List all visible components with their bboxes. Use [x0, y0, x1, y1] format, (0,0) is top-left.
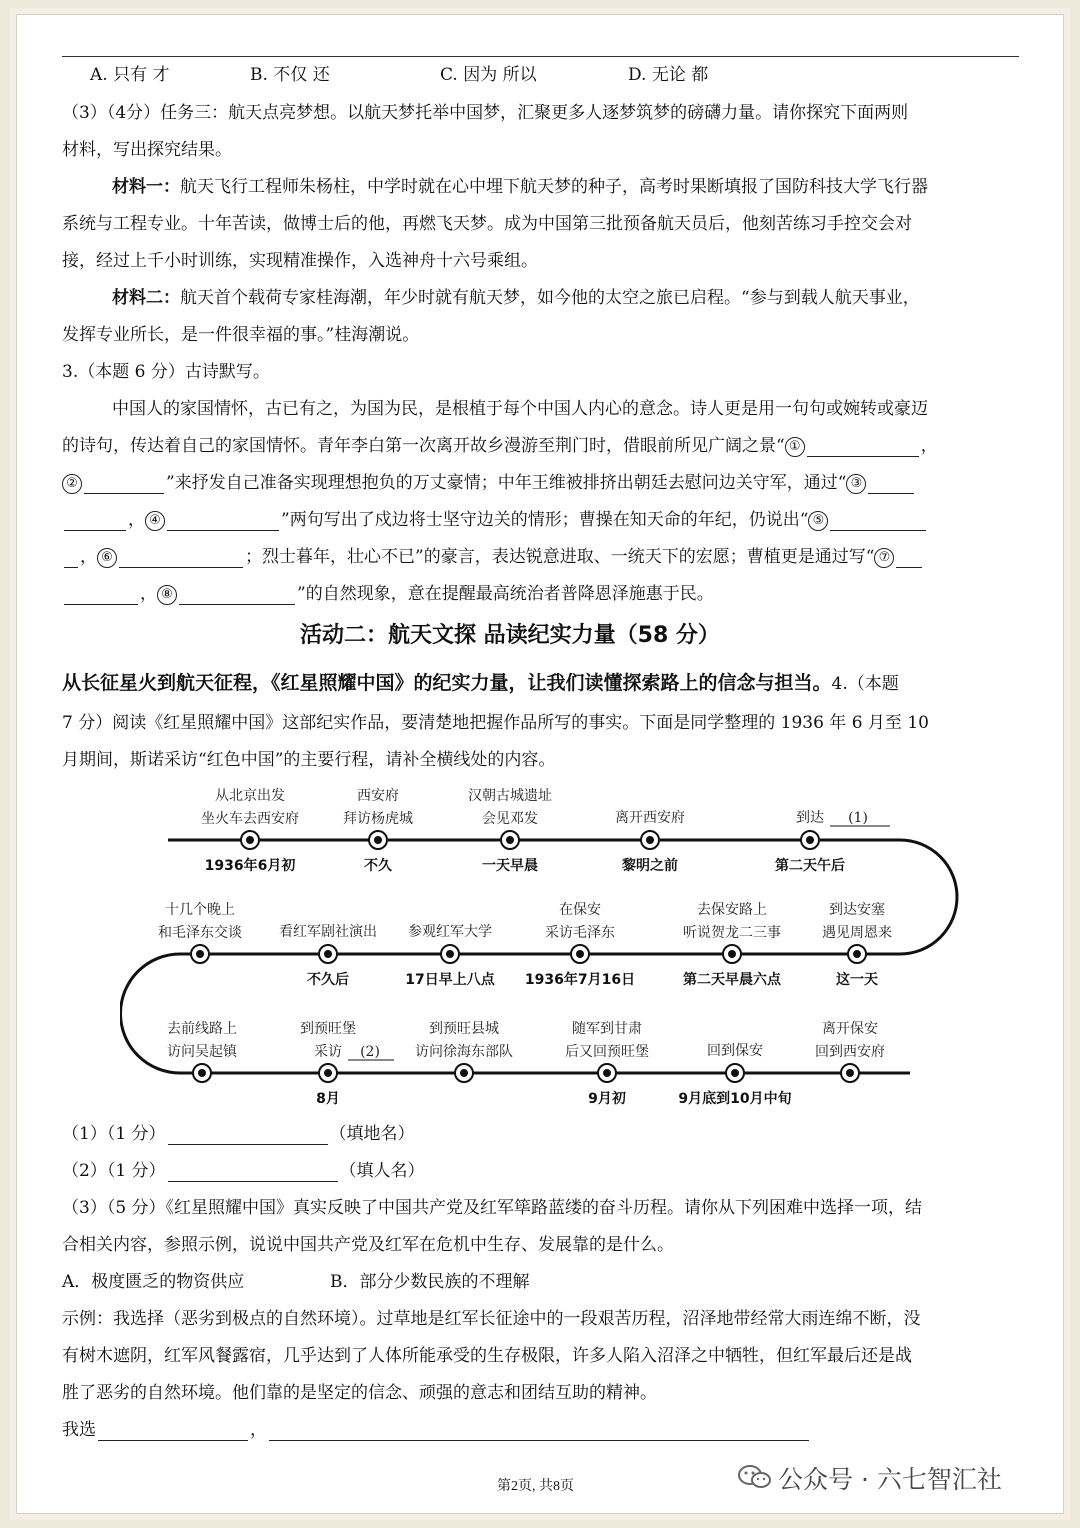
timeline-label: 去前线路上	[167, 1021, 237, 1037]
q3-p4-text: ”两句写出了戍边将士坚守边关的情形；曹操在知天命的年纪，仍说出“	[281, 510, 809, 530]
subq2	[62, 1160, 425, 1182]
q3-p6-text: ”的自然现象，意在提醒最高统治者普降恩泽施惠于民。	[297, 584, 714, 604]
q3-p2	[62, 435, 938, 457]
answer-blank-3b[interactable]	[64, 512, 126, 531]
blank-marker-5: ⑤	[808, 511, 828, 531]
timeline-label: 拜访杨虎城	[343, 811, 413, 827]
timeline-label: 到达安塞	[829, 902, 885, 918]
timeline-label: 访问徐海东部队	[415, 1044, 513, 1060]
answer-blank-7a[interactable]	[896, 549, 922, 568]
watermark-text: 公众号 · 六七智汇社	[778, 1465, 1002, 1494]
timeline-time: 9月初	[588, 1091, 626, 1107]
timeline-time: 9月底到10月中旬	[678, 1091, 792, 1107]
task3-line2: 材料，写出探究结果。	[62, 140, 232, 160]
timeline-node-dot	[728, 950, 736, 958]
timeline-label: 参观红军大学	[408, 924, 492, 940]
comma: ，	[140, 584, 157, 604]
answer-choice-blank[interactable]	[98, 1422, 248, 1441]
q3-p5-text: ；烈士暮年，壮心不已”的豪言，表达锐意进取、一统天下的宏愿；曹植更是通过写“	[245, 547, 875, 567]
timeline-label: 离开保安	[822, 1021, 878, 1037]
answer-prefix: 我选	[62, 1420, 96, 1440]
timeline-label: 和毛泽东交谈	[158, 925, 242, 941]
q4-line1	[62, 670, 899, 697]
timeline-node-dot	[374, 836, 382, 844]
timeline-label: 采访	[314, 1044, 342, 1060]
example-line1: 示例：我选择（恶劣到极点的自然环境）。过草地是红军长征途中的一段艰苦历程，沼泽地带经常大雨连绵不断，没	[62, 1309, 921, 1329]
subq3-line2: 合相关内容，参照示例，说说中国共产党及红军在危机中生存、发展靠的是什么。	[62, 1235, 674, 1255]
q4-lead: 从长征星火到航天征程，《红星照耀中国》的纪实力量，让我们读懂探索路上的信念与担当。	[62, 672, 832, 694]
timeline-label: 回到西安府	[815, 1044, 885, 1060]
timeline-time: 第二天早晨六点	[683, 972, 781, 988]
timeline-node-dot	[246, 836, 254, 844]
q3-p6	[62, 583, 714, 605]
q3-p4	[62, 509, 928, 531]
material1-line2: 系统与工程专业。十年苦读，做博士后的他，再燃飞天梦。成为中国第三批预备航天员后，他刻苦练习手控交会对	[62, 214, 912, 234]
timeline-label: 坐火车去西安府	[201, 811, 299, 827]
timeline-time: 这一天	[836, 972, 878, 988]
timeline-node-dot	[324, 1069, 332, 1077]
timeline-time: 黎明之前	[622, 858, 678, 874]
timeline-blank-label: (2)	[360, 1044, 380, 1060]
material1-label: 材料一：	[112, 177, 180, 197]
timeline-time: 1936年7月16日	[524, 972, 636, 988]
material1-text1: 航天飞行工程师朱杨柱，中学时就在心中埋下航天梦的种子，高考时果断填报了国防科技大学飞行器	[180, 177, 928, 197]
comma: ，	[80, 547, 97, 567]
timeline-node-dot	[603, 1069, 611, 1077]
material2-text1: 航天首个载荷专家桂海潮，年少时就有航天梦，如今他的太空之旅已启程。“参与到载人航天事业，	[180, 288, 920, 308]
timeline-label: 采访毛泽东	[545, 925, 615, 941]
subq2-label: （2）（1 分）	[62, 1161, 166, 1181]
timeline-time: 17日早上八点	[405, 972, 495, 988]
example-line3: 胜了恶劣的自然环境。他们靠的是坚定的信念、顽强的意志和团结互助的精神。	[62, 1383, 657, 1403]
timeline-node-dot	[731, 1069, 739, 1077]
subq1-blank[interactable]	[168, 1126, 328, 1145]
timeline-node-dot	[576, 950, 584, 958]
material1-line1	[112, 176, 928, 198]
timeline-label: 访问吴起镇	[167, 1044, 237, 1060]
choice-d: D. 无论 都	[628, 65, 709, 85]
timeline-node-dot	[460, 1069, 468, 1077]
wechat-icon	[737, 1464, 773, 1490]
subq1	[62, 1123, 415, 1145]
timeline-label: 十几个晚上	[165, 902, 235, 918]
choice-a: A. 只有 才	[90, 65, 170, 85]
comma: ，	[920, 436, 938, 456]
timeline-node-dot	[506, 836, 514, 844]
timeline-node-dot	[853, 950, 861, 958]
timeline-time: 不久	[364, 858, 392, 874]
q4-lead-tail: 4.（本题	[831, 674, 899, 694]
material2-line2: 发挥专业所长，是一件很幸福的事。”桂海潮说。	[62, 325, 420, 345]
blank-marker-6: ⑥	[97, 548, 117, 568]
timeline-node-dot	[196, 950, 204, 958]
choice-b: B. 不仅 还	[250, 65, 330, 85]
timeline-time: 一天早晨	[482, 858, 538, 874]
timeline-time: 第二天午后	[775, 858, 845, 874]
timeline-label: 到达	[796, 810, 824, 826]
timeline-label: 看红军剧社演出	[279, 924, 377, 940]
material1-line3: 接，经过上千小时训练，实现精准操作，入选神舟十六号乘组。	[62, 251, 538, 271]
subq1-label: （1）（1 分）	[62, 1124, 166, 1144]
blank-marker-2: ②	[62, 474, 82, 494]
answer-blank-4[interactable]	[167, 512, 279, 531]
timeline-time: 不久后	[307, 972, 349, 988]
q3-p3	[62, 472, 916, 494]
q3-p1: 中国人的家国情怀，古已有之，为国为民，是根植于每个中国人内心的意念。诗人更是用一句句或婉转或豪迈	[112, 399, 928, 419]
timeline-label: 听说贺龙二三事	[683, 925, 781, 941]
answer-blank-7b[interactable]	[64, 586, 138, 605]
activity2-title: 活动二：航天文探 品读纪实力量（58 分）	[300, 623, 720, 648]
answer-blank-1[interactable]	[807, 438, 919, 457]
answer-blank-5b[interactable]	[64, 549, 78, 568]
page-number: 第2页, 共8页	[497, 1479, 574, 1494]
timeline-time: 1936年6月初	[204, 858, 296, 874]
answer-blank-6[interactable]	[119, 549, 243, 568]
material2-line1	[112, 287, 920, 309]
task3-line1: （3）（4分）任务三：航天点亮梦想。以航天梦托举中国梦，汇聚更多人逐梦筑梦的磅礴力量。请你探究下面两则	[62, 103, 909, 123]
example-line2: 有树木遮阴，红军风餐露宿，几乎达到了人体所能承受的生存极限，许多人陷入沼泽之中牺牲，但红军最后还是战	[62, 1346, 912, 1366]
timeline-label: 去保安路上	[697, 902, 767, 918]
top-rule	[62, 56, 1019, 57]
answer-line	[62, 1419, 811, 1441]
answer-blank-5a[interactable]	[830, 512, 926, 531]
subq3-line1: （3）（5 分）《红星照耀中国》真实反映了中国共产党及红军筚路蓝缕的奋斗历程。请你从下列困难中选择一项，结	[62, 1198, 923, 1218]
option-a: A．极度匮乏的物资供应	[62, 1272, 245, 1292]
choice-c: C. 因为 所以	[440, 65, 537, 85]
q4-line2: 7 分）阅读《红星照耀中国》这部纪实作品，要清楚地把握作品所写的事实。下面是同学整理的 1936 年 6 月至 10	[62, 713, 929, 733]
material2-label: 材料二：	[112, 288, 180, 308]
q3-p3-text: ”来抒发自己准备实现理想抱负的万丈豪情；中年王维被排挤出朝廷去慰问边关守军，通过“	[166, 473, 847, 493]
timeline-node-dot	[806, 836, 814, 844]
timeline-label: 西安府	[357, 788, 399, 804]
q3-title: 3.（本题 6 分）古诗默写。	[62, 362, 270, 382]
comma: ，	[250, 1420, 267, 1440]
answer-reason-blank[interactable]	[269, 1422, 809, 1441]
timeline-label: 从北京出发	[215, 788, 285, 804]
timeline-label: 随军到甘肃	[572, 1021, 642, 1037]
timeline-node-dot	[646, 836, 654, 844]
timeline-blank-label: (1)	[848, 810, 868, 826]
timeline-label: 在保安	[559, 902, 601, 918]
subq2-hint: （填人名）	[339, 1161, 425, 1181]
blank-marker-3: ③	[846, 474, 866, 494]
timeline-label: 离开西安府	[615, 810, 685, 826]
blank-marker-7: ⑦	[874, 548, 894, 568]
option-b: B．部分少数民族的不理解	[330, 1272, 530, 1292]
q4-line3: 月期间，斯诺采访“红色中国”的主要行程，请补全横线处的内容。	[62, 750, 556, 770]
timeline-label: 遇见周恩来	[822, 925, 892, 941]
timeline-diagram	[120, 780, 960, 1110]
timeline-node-dot	[198, 1069, 206, 1077]
timeline-label: 会见邓发	[482, 811, 538, 827]
timeline-node-dot	[324, 950, 332, 958]
timeline-label: 到预旺堡	[300, 1021, 356, 1037]
answer-blank-3a[interactable]	[868, 475, 914, 494]
blank-marker-8: ⑧	[157, 585, 177, 605]
timeline-label: 回到保安	[707, 1043, 763, 1059]
q3-p5	[62, 546, 924, 568]
timeline-label: 到预旺县城	[429, 1021, 499, 1037]
timeline-node-dot	[446, 950, 454, 958]
answer-blank-2[interactable]	[84, 475, 164, 494]
timeline-time: 8月	[316, 1091, 340, 1107]
subq1-hint: （填地名）	[329, 1124, 415, 1144]
blank-marker-1: ①	[785, 437, 805, 457]
blank-marker-4: ④	[145, 511, 165, 531]
timeline-track	[121, 840, 958, 1073]
timeline-node-dot	[846, 1069, 854, 1077]
subq2-blank[interactable]	[168, 1163, 338, 1182]
timeline-label: 后又回预旺堡	[565, 1044, 649, 1060]
answer-blank-8[interactable]	[179, 586, 295, 605]
q3-p2-text: 的诗句，传达着自己的家国情怀。青年李白第一次离开故乡漫游至荆门时，借眼前所见广阔之景“	[62, 436, 785, 456]
comma: ，	[128, 510, 145, 530]
timeline-label: 汉朝古城遗址	[468, 788, 552, 804]
